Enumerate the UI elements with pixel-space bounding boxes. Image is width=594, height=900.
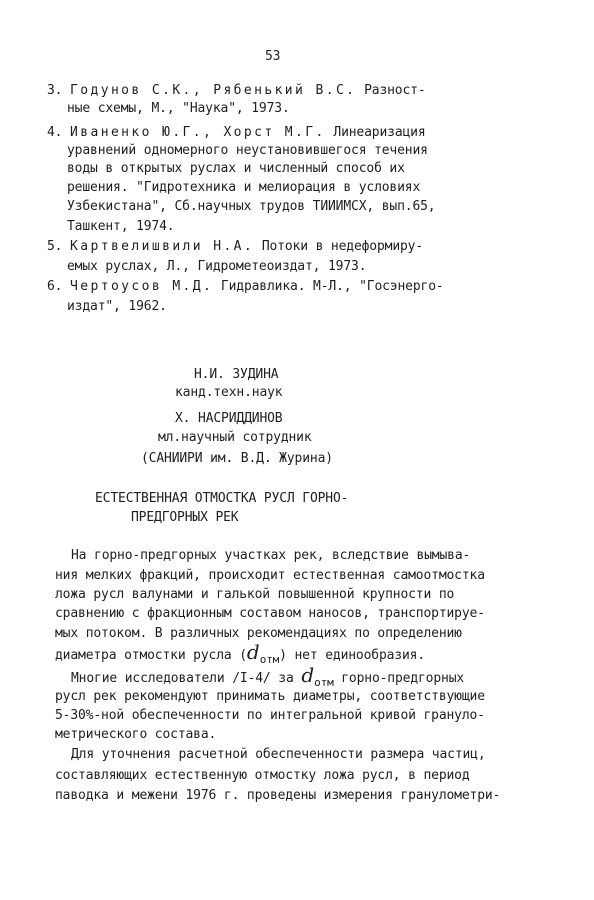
reference-5-number: 5. — [47, 239, 63, 254]
reference-4-line-6: Ташкент, 1974. — [67, 219, 175, 234]
reference-6-line-2: издат", 1962. — [67, 299, 167, 314]
reference-6-text: Гидравлика. М-Л., "Госэнерго- — [220, 279, 444, 294]
body-p2-line-2: русл рек рекомендуют принимать диаметры, соответствующие — [55, 689, 485, 704]
author-affiliation: (САНИИРИ им. В.Д. Журина) — [141, 451, 333, 466]
reference-5-line-2: емых руслах, Л., Гидрометеоиздат, 1973. — [67, 259, 367, 274]
body-p2-line-4: метрического состава. — [55, 727, 217, 742]
reference-4-line-5: Узбекистана", Сб.научных трудов ТИИИМСХ, вып.65, — [67, 199, 436, 214]
body-p2-line-3: 5-30%-ной обеспеченности по интегральной кривой грануло- — [55, 708, 485, 723]
author-2-position: мл.научный сотрудник — [158, 430, 312, 445]
reference-4-author: Иваненко Ю.Г., Хорст М.Г. — [70, 125, 326, 140]
reference-6-line-1 — [47, 278, 444, 296]
reference-4-text: Линеаризация — [333, 125, 426, 140]
article-title-line-1: ЕСТЕСТВЕННАЯ ОТМОСТКА РУСЛ ГОРНО- — [95, 491, 349, 506]
d-symbol-2: d — [301, 663, 315, 687]
reference-4-line-4: решения. "Гидротехника и мелиорация в условиях — [67, 180, 421, 195]
reference-6-author: Чертоусов М.Д. — [70, 279, 214, 294]
body-p1-line-2: ния мелких фракций, происходит естественная самоотмостка — [55, 568, 485, 583]
reference-5-text: Потоки в недеформиру- — [261, 239, 424, 254]
body-p2-line-1 — [71, 663, 465, 689]
reference-4-line-3: воды в открытых руслах и численный способ их — [67, 161, 405, 176]
d-subscript: отм — [259, 653, 280, 666]
article-title-line-2: ПРЕДГОРНЫХ РЕК — [131, 510, 239, 525]
author-1-degree: канд.техн.наук — [175, 385, 283, 400]
body-p3-line-3: паводка и межени 1976 г. проведены измерения гранулометри- — [55, 788, 501, 803]
body-p1-line-6-end: ) нет единообразия. — [279, 648, 426, 663]
reference-5-author: Картвелишвили Н.А. — [70, 239, 255, 254]
body-p3-line-1: Для уточнения расчетной обеспеченности размера частиц, — [71, 747, 486, 762]
body-p1-line-1: На горно-предгорных участках рек, вследствие вымыва- — [71, 548, 471, 563]
body-p3-line-2: составляющих естественную отмостку ложа русл, в период — [55, 768, 470, 783]
reference-3-author: Годунов С.К., Рябенький В.С. — [70, 83, 357, 98]
body-p2-line-1-end: горно-предгорных — [341, 671, 465, 686]
d-subscript-2: отм — [314, 676, 334, 689]
reference-6-number: 6. — [47, 279, 63, 294]
reference-3-line-1 — [47, 82, 426, 100]
d-symbol: d — [246, 640, 260, 664]
author-1-name: Н.И. ЗУДИНА — [194, 367, 279, 382]
body-p1-line-6-start: диаметра отмостки русла ( — [55, 648, 247, 663]
body-p2-line-1-start: Многие исследователи /I-4/ за — [71, 671, 294, 686]
reference-3-line-2: ные схемы, М., "Наука", 1973. — [67, 101, 290, 116]
body-p1-line-5: мых потоком. В различных рекомендациях по определению — [55, 626, 462, 641]
author-2-name: Х. НАСРИДДИНОВ — [175, 411, 283, 426]
body-p1-line-6 — [55, 640, 426, 666]
reference-3-number: 3. — [47, 83, 63, 98]
reference-4-line-1 — [47, 124, 426, 142]
reference-5-line-1 — [47, 238, 423, 256]
reference-4-line-2: уравнений одномерного неустановившегося течения — [67, 143, 428, 158]
body-p1-line-3: ложа русл валунами и галькой повышенной крупности по — [55, 587, 455, 602]
reference-4-number: 4. — [47, 125, 63, 140]
reference-3-text: Разност- — [364, 83, 426, 98]
page-number: 53 — [265, 49, 281, 64]
body-p1-line-4: сравнению с фракционным составом наносов, транспортируе- — [55, 606, 485, 621]
